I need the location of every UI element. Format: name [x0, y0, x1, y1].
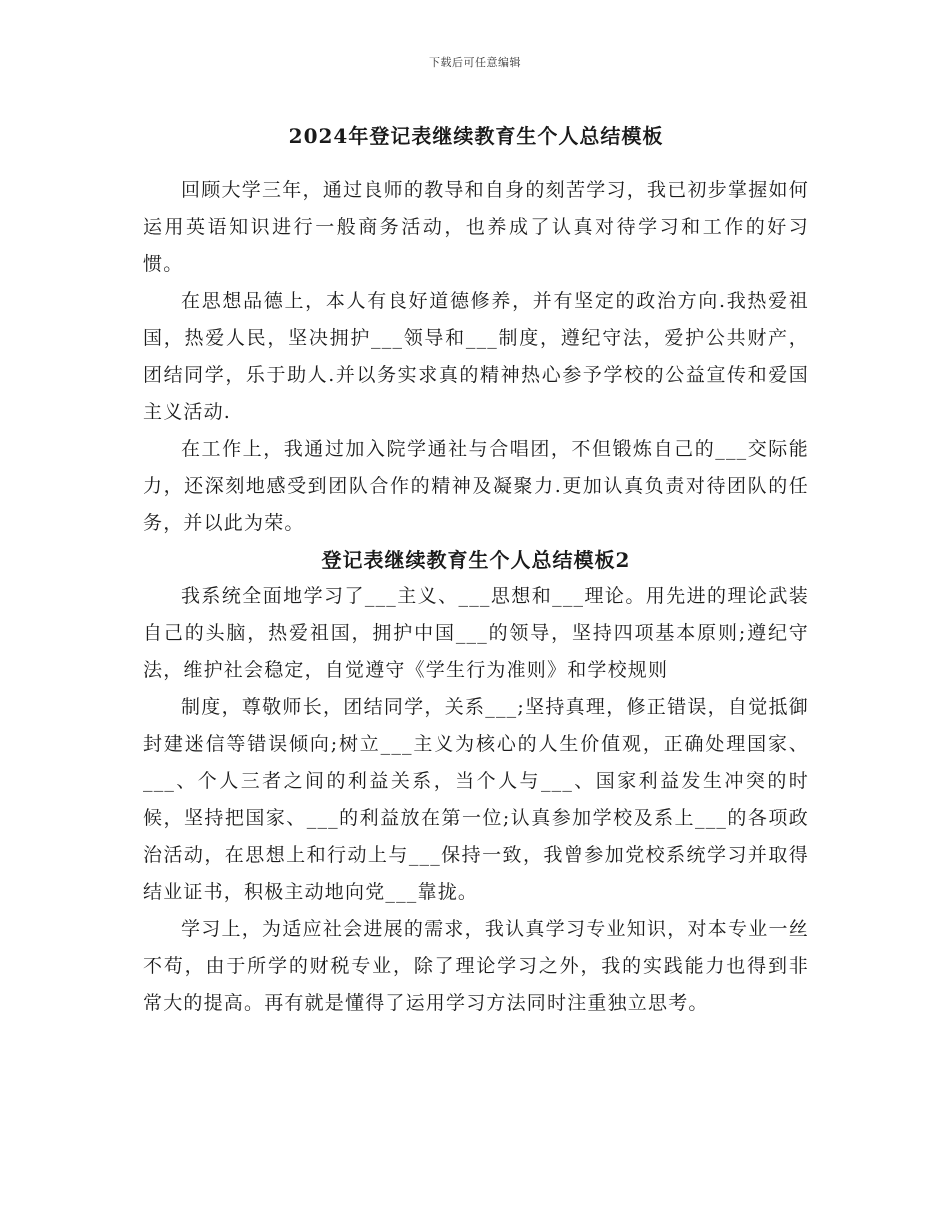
- page-header-note: 下载后可任意编辑: [429, 56, 521, 69]
- paragraph: 在工作上，我通过加入院学通社与合唱团，不但锻炼自己的___交际能力，还深刻地感受到团队合作的精神及凝聚力.更加认真负责对待团队的任务，并以此为荣。: [143, 438, 809, 534]
- paragraph: 学习上，为适应社会进展的需求，我认真学习专业知识，对本专业一丝不苟，由于所学的财税专业，除了理论学习之外，我的实践能力也得到非常大的提高。再有就是懂得了运用学习方法同时注重独立思考。: [143, 918, 809, 1014]
- document-body: [143, 118, 809, 1022]
- document-title: 2024年登记表继续教育生个人总结模板: [288, 124, 664, 148]
- paragraph: 我系统全面地学习了___主义、___思想和___理论。用先进的理论武装自己的头脑，热爱祖国，拥护中国___的领导，坚持四项基本原则;遵纪守法，维护社会稳定，自觉遵守《学生行为准则》和学校规则: [143, 585, 809, 681]
- section-subtitle: 登记表继续教育生个人总结模板2: [321, 548, 631, 572]
- paragraph: 制度，尊敬师长，团结同学，关系___;坚持真理，修正错误，自觉抵御封建迷信等错误倾向;树立___主义为核心的人生价值观，正确处理国家、___、个人三者之间的利益关系，当个人与___、国家利益发生冲突的时候，坚持把国家、___的利益放在第一位;认真参加学校及系上___的各项政治活动，在思想上和行动上与___保持一致，我曾参加党校系统学习并取得结业证书，积极主动地向党___靠拢。: [143, 696, 809, 903]
- paragraph: 在思想品德上，本人有良好道德修养，并有坚定的政治方向.我热爱祖国，热爱人民，坚决拥护___领导和___制度，遵纪守法，爱护公共财产，团结同学，乐于助人.并以务实求真的精神热心参予学校的公益宣传和爱国主义活动.: [143, 290, 809, 423]
- paragraph: 回顾大学三年，通过良师的教导和自身的刻苦学习，我已初步掌握如何运用英语知识进行一般商务活动，也养成了认真对待学习和工作的好习惯。: [143, 179, 809, 275]
